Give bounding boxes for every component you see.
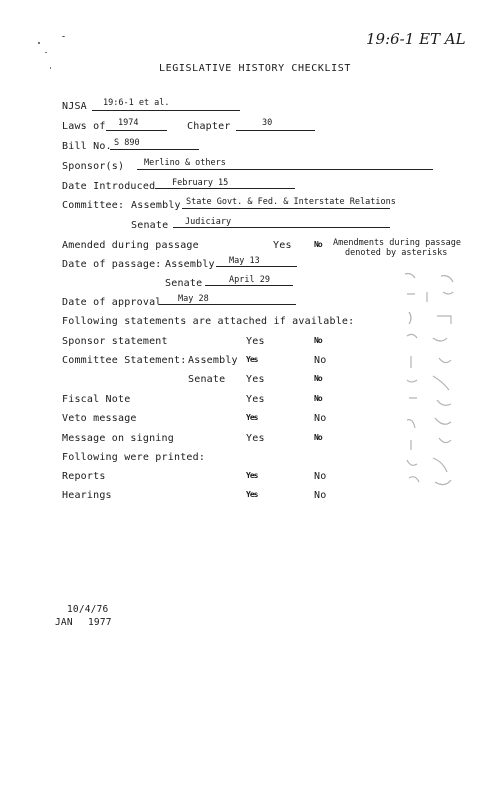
bill-no-underline xyxy=(110,149,199,150)
committee-senate-label: Senate xyxy=(131,220,169,231)
reports-no: No xyxy=(314,471,327,482)
committee-statement-senate-yes: Yes xyxy=(246,374,265,385)
message-on-signing-yes: Yes xyxy=(246,433,265,444)
message-on-signing-no-struck: No xyxy=(314,433,322,442)
hearings-no: No xyxy=(314,490,327,501)
date-of-passage-label: Date of passage: xyxy=(62,259,162,270)
laws-of-underline xyxy=(106,130,167,131)
amended-note-line1: Amendments during passage xyxy=(333,238,461,248)
speck xyxy=(62,36,65,37)
laws-of-label: Laws of xyxy=(62,121,106,132)
passage-assembly-label: Assembly xyxy=(165,259,215,270)
passage-assembly-underline xyxy=(216,266,297,267)
amended-label: Amended during passage xyxy=(62,240,199,251)
passage-senate-underline xyxy=(205,285,293,286)
passage-assembly-value: May 13 xyxy=(229,256,260,266)
date-of-approval-underline xyxy=(159,304,296,305)
date-of-approval-label: Date of approval xyxy=(62,297,162,308)
passage-senate-value: April 29 xyxy=(229,275,270,285)
date-introduced-label: Date Introduced xyxy=(62,181,156,192)
sponsors-underline xyxy=(137,169,433,170)
date-of-approval-value: May 28 xyxy=(178,294,209,304)
speck xyxy=(45,52,47,53)
footer-date: 10/4/76 xyxy=(67,604,109,615)
chapter-underline xyxy=(236,130,315,131)
reports-yes-struck: Yes xyxy=(246,471,258,480)
footer-month: JAN xyxy=(55,617,73,628)
committee-senate-underline xyxy=(173,227,390,228)
njsa-value: 19:6-1 et al. xyxy=(103,98,170,108)
sponsor-statement-yes: Yes xyxy=(246,336,265,347)
chapter-label: Chapter xyxy=(187,121,231,132)
veto-message-label: Veto message xyxy=(62,413,137,424)
message-on-signing-label: Message on signing xyxy=(62,433,174,444)
handwritten-code: 19:6-1 ET AL xyxy=(366,30,466,48)
committee-assembly-value: State Govt. & Fed. & Interstate Relations xyxy=(186,197,396,207)
veto-message-yes-struck: Yes xyxy=(246,413,258,422)
committee-label: Committee: xyxy=(62,200,125,211)
amended-note-line2: denoted by asterisks xyxy=(345,248,448,258)
passage-senate-label: Senate xyxy=(165,278,203,289)
committee-statement-assembly-yes-struck: Yes xyxy=(246,355,258,364)
reports-label: Reports xyxy=(62,471,106,482)
speck xyxy=(38,42,40,44)
sponsors-label: Sponsor(s) xyxy=(62,161,125,172)
committee-statement-label: Committee Statement: xyxy=(62,355,187,366)
laws-of-value: 1974 xyxy=(118,118,139,128)
committee-senate-value: Judiciary xyxy=(185,217,232,227)
page-title: LEGISLATIVE HISTORY CHECKLIST xyxy=(159,63,351,74)
veto-message-no: No xyxy=(314,413,327,424)
amended-yes: Yes xyxy=(273,240,292,251)
fiscal-note-label: Fiscal Note xyxy=(62,394,131,405)
committee-statement-senate-label: Senate xyxy=(188,374,226,385)
committee-assembly-label: Assembly xyxy=(131,200,181,211)
date-introduced-underline xyxy=(155,188,295,189)
faded-stamp-mark xyxy=(397,272,467,502)
date-introduced-value: February 15 xyxy=(172,178,229,188)
following-attached-heading: Following statements are attached if available: xyxy=(62,316,355,327)
committee-statement-assembly-no: No xyxy=(314,355,327,366)
speck xyxy=(50,67,51,69)
chapter-value: 30 xyxy=(262,118,273,128)
amended-no-struck: No xyxy=(314,240,322,249)
sponsor-statement-no-struck: No xyxy=(314,336,322,345)
fiscal-note-no-struck: No xyxy=(314,394,322,403)
sponsor-statement-label: Sponsor statement xyxy=(62,336,168,347)
committee-statement-assembly-label: Assembly xyxy=(188,355,238,366)
sponsors-value: Merlino & others xyxy=(144,158,226,168)
fiscal-note-yes: Yes xyxy=(246,394,265,405)
committee-assembly-underline xyxy=(182,208,390,209)
bill-no-label: Bill No. xyxy=(62,141,112,152)
njsa-underline xyxy=(92,110,240,111)
committee-statement-senate-no-struck: No xyxy=(314,374,322,383)
bill-no-value: S 890 xyxy=(114,138,140,148)
hearings-yes-struck: Yes xyxy=(246,490,258,499)
footer-year: 1977 xyxy=(88,617,112,628)
njsa-label: NJSA xyxy=(62,101,87,112)
hearings-label: Hearings xyxy=(62,490,112,501)
following-printed-heading: Following were printed: xyxy=(62,452,206,463)
